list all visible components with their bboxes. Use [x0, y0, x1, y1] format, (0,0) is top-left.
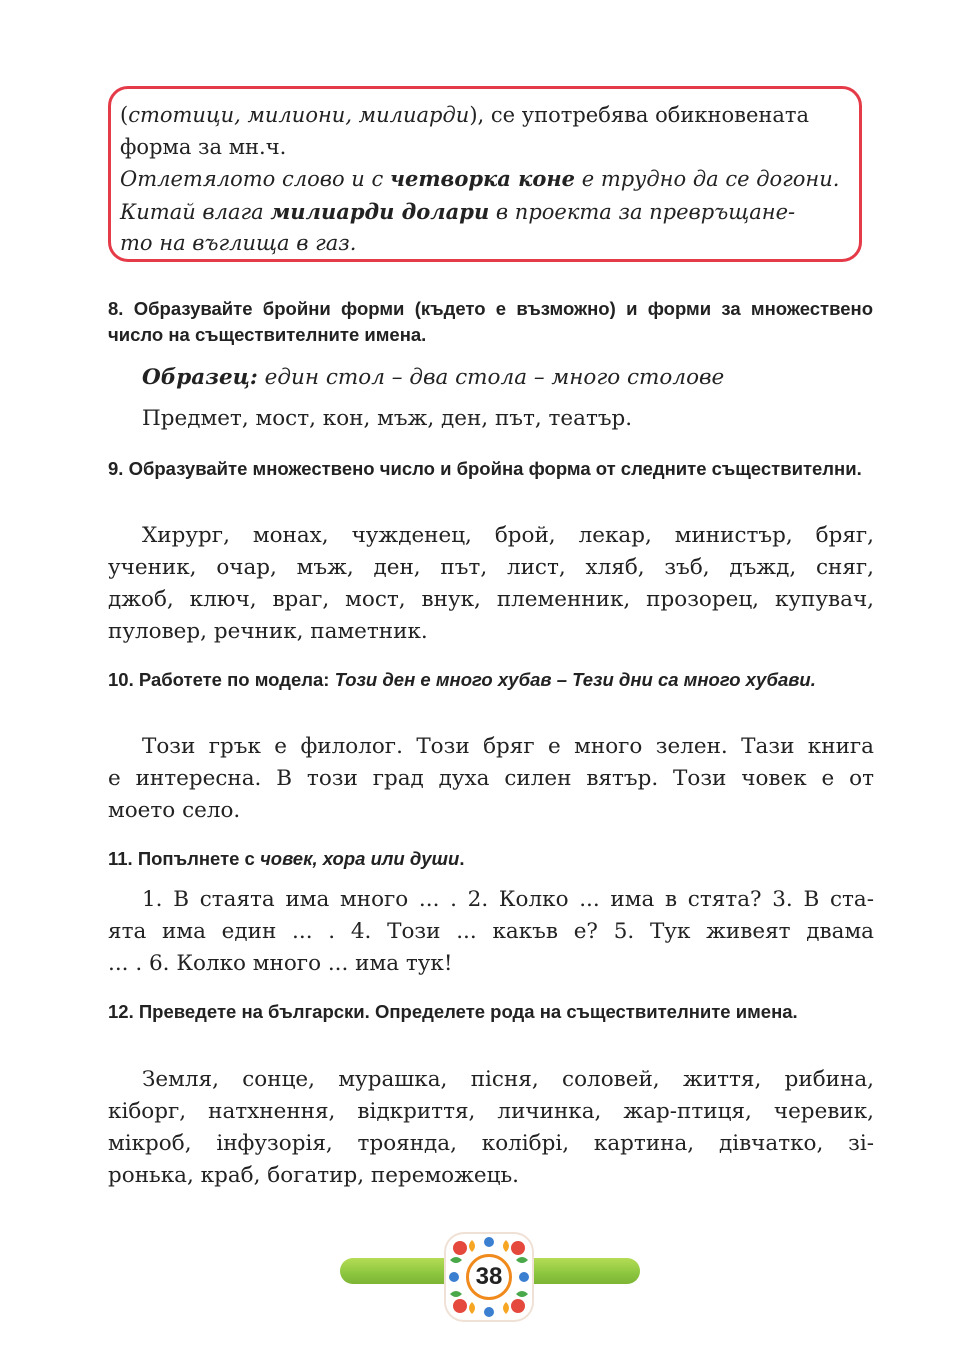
task-10-line: Този грък е филолог. Този бряг е много зелен. Тази книга: [142, 734, 874, 759]
model-label: Образец:: [142, 365, 258, 390]
task-9-heading: 9. Образувайте множествено число и бройна форма от следните съществителни.: [108, 458, 862, 479]
model-text: един стол – два стола – много столове: [257, 365, 725, 390]
task-11-line: 1. В стаята има много ... . 2. Колко ... има в стята? 3. В ста-: [142, 887, 874, 912]
task-12-line: кіборг, натхнення, відкриття, личинка, жар-птиця, черевик,: [108, 1099, 874, 1124]
task-12-words: [108, 1064, 874, 1192]
rule-example-2: Китай влага милиарди долари в проекта за превръщане-: [120, 198, 796, 224]
task-8-words: Предмет, мост, кон, мъж, ден, път, театър.: [142, 406, 633, 431]
rule-line-2: форма за мн.ч.: [120, 134, 287, 159]
task-11-heading: 11. Попълнете с човек, хора или души.: [108, 848, 465, 869]
task-10-line: е интересна. В този град духа силен вятър. Този човек е от: [108, 766, 874, 791]
task-9-words: [108, 520, 874, 648]
task-11-text: [108, 884, 874, 980]
task-10-line: моето село.: [108, 798, 241, 823]
task-9-line: Хирург, монах, чужденец, брой, лекар, министър, бряг,: [142, 523, 874, 548]
task-12-line: мікроб, інфузорія, троянда, колібрі, картина, дівчатко, зі-: [108, 1131, 874, 1156]
task-12-heading: 12. Преведете на български. Определете рода на съществителните имена.: [108, 1001, 798, 1022]
task-12-line: Земля, сонце, мурашка, пісня, соловей, життя, рибина,: [142, 1067, 874, 1092]
page-number: 38: [466, 1254, 512, 1300]
grammar-rule-box: [108, 86, 862, 262]
rule-example-2-cont: то на въглища в газ.: [120, 231, 357, 255]
task-9-line: ученик, очар, мъж, ден, път, лист, хляб, зъб, дъжд, сняг,: [108, 555, 874, 580]
rule-line-1: (стотици, милиони, милиарди), се употребява обикновената: [120, 103, 810, 127]
task-11-line: ята има един ... . 4. Този ... какъв е? 5. Тук живеят двама: [108, 919, 874, 944]
task-10-text: [108, 731, 874, 827]
task-12-line: ронька, краб, богатир, переможець.: [108, 1163, 519, 1188]
task-8-model: [142, 362, 724, 394]
task-9-line: пуловер, речник, паметник.: [108, 619, 428, 644]
task-9-line: джоб, ключ, враг, мост, внук, племенник, прозорец, купувач,: [108, 587, 874, 612]
rule-example-1: Отлетялото слово и с четворка коне е трудно да се догони.: [120, 166, 840, 191]
task-10-heading: 10. Работете по модела: Този ден е много хубав – Тези дни са много хубави.: [108, 669, 816, 690]
task-11-line: ... . 6. Колко много ... има тук!: [108, 951, 453, 976]
task-8-heading: 8. Образувайте бройни форми (където е възможно) и форми за множествено число на съществителните имена.: [108, 298, 873, 345]
